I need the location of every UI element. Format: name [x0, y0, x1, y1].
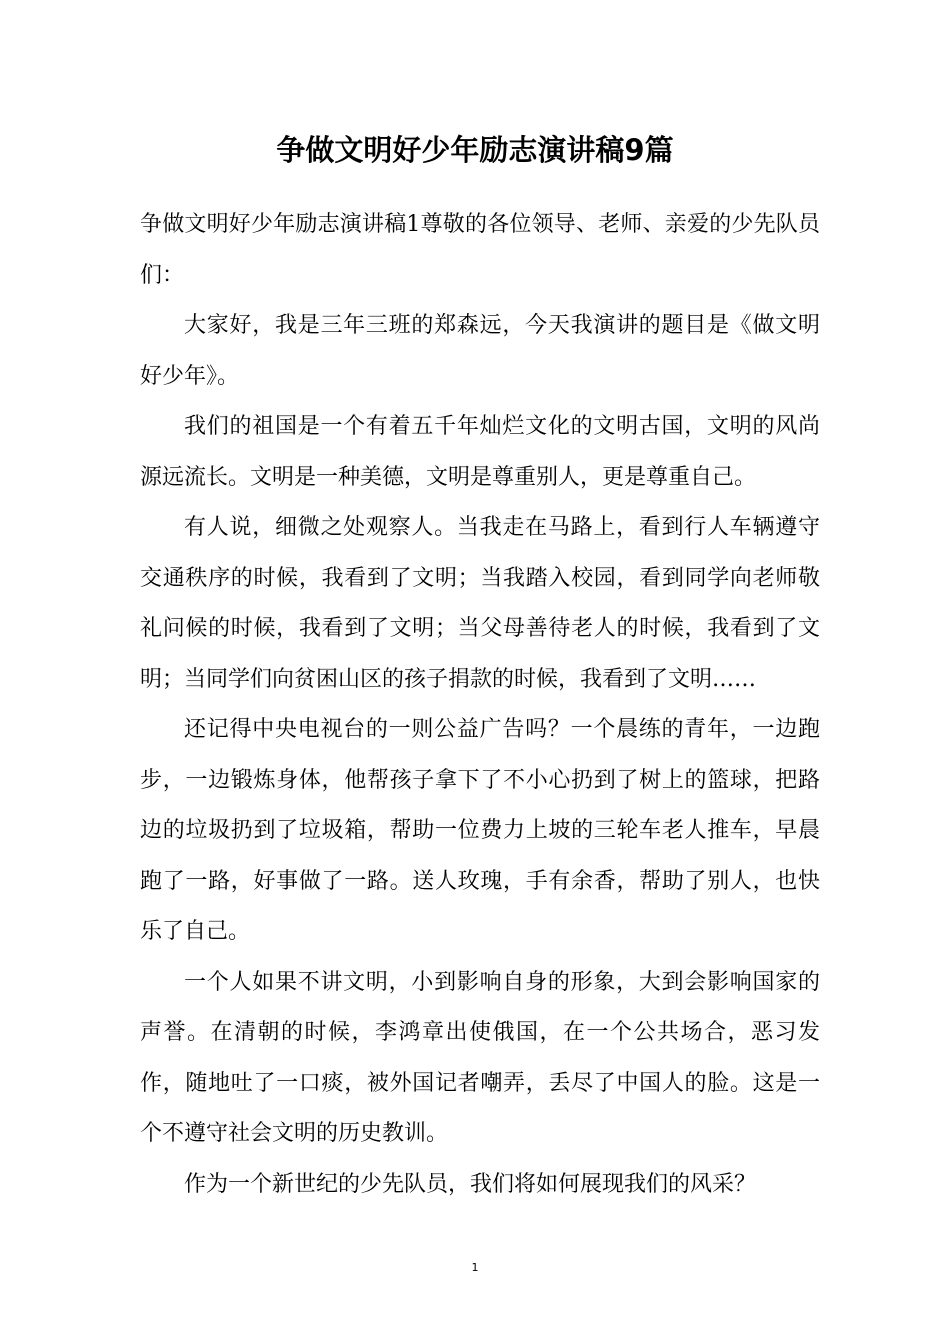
paragraph-1: 争做文明好少年励志演讲稿1尊敬的各位领导、老师、亲爱的少先队员们： — [140, 212, 820, 288]
document-title: 争做文明好少年励志演讲稿9篇 — [276, 133, 674, 167]
paragraph-7: 作为一个新世纪的少先队员，我们将如何展现我们的风采？ — [184, 1171, 757, 1197]
document-body — [140, 200, 820, 1210]
paragraph-6: 一个人如果不讲文明，小到影响自身的形象，大到会影响国家的声誉。在清朝的时候，李鸿章出使俄国，在一个公共场合，恶习发作，随地吐了一口痰，被外国记者嘲弄，丢尽了中国人的脸。这是一个不遵守社会文明的历史教训。 — [140, 969, 820, 1146]
page-number: 1 — [471, 1261, 479, 1274]
paragraph-2: 大家好，我是三年三班的郑森远，今天我演讲的题目是《做文明好少年》。 — [140, 313, 820, 389]
paragraph-4: 有人说，细微之处观察人。当我走在马路上，看到行人车辆遵守交通秩序的时候，我看到了文明；当我踏入校园，看到同学向老师敬礼问候的时候，我看到了文明；当父母善待老人的时候，我看到了文明；当同学们向贫困山区的孩子捐款的时候，我看到了文明…… — [140, 515, 820, 692]
paragraph-5: 还记得中央电视台的一则公益广告吗？一个晨练的青年，一边跑步，一边锻炼身体，他帮孩子拿下了不小心扔到了树上的篮球，把路边的垃圾扔到了垃圾箱，帮助一位费力上坡的三轮车老人推车，早晨跑了一路，好事做了一路。送人玫瑰，手有余香，帮助了别人，也快乐了自己。 — [140, 717, 820, 944]
paragraph-3: 我们的祖国是一个有着五千年灿烂文化的文明古国，文明的风尚源远流长。文明是一种美德，文明是尊重别人，更是尊重自己。 — [140, 414, 820, 490]
